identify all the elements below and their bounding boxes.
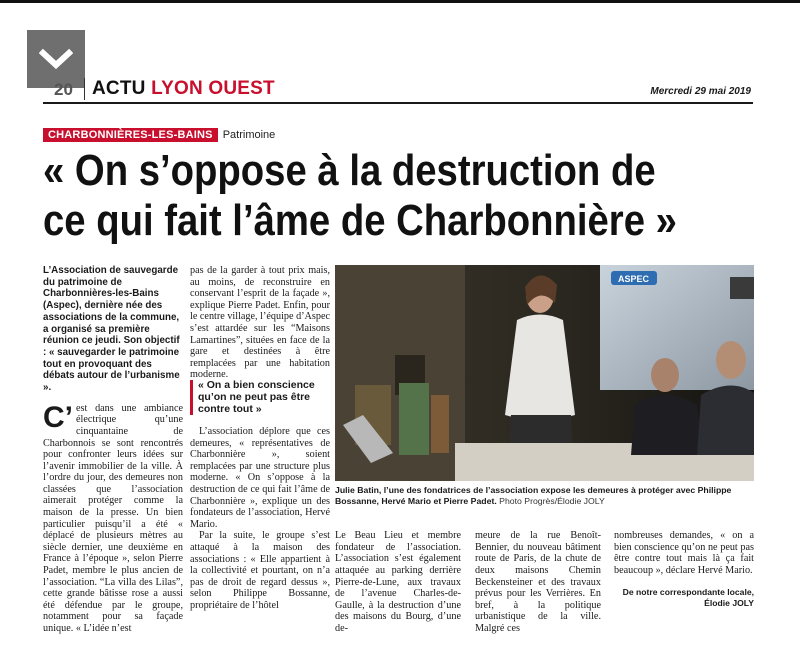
photo-credit: Photo Progrès/Élodie JOLY [499, 496, 605, 506]
header-rule [43, 102, 753, 104]
body-paragraph-3: L’association déplore que ces demeures, « représentatives de Charbonnière », soient remplacées par une structure plus moderne. « On s’oppose à la destruction de ce qui fait l’âme de Charbonnière », explique un des fondateurs de l’association, Hervé Mario. [190, 426, 330, 530]
intertitle: « On a bien conscience qu’on ne peut pas être contre tout » [190, 380, 336, 415]
rubric-region: LYON OUEST [151, 78, 275, 99]
body-paragraph-6: meure de la rue Benoît-Bennier, du nouveau bâtiment route de Paris, de la chute de deux maisons Chemin Beckensteiner et des travaux prévus pour les Verrières. En bref, à la politique urbanistique de la ville. Malgré ces [475, 530, 601, 634]
category-label: Patrimoine [222, 129, 276, 141]
article-column-1 [43, 265, 183, 635]
body-paragraph-2: pas de la garder à tout prix mais, au moins, de reconstruire en conservant l’esprit de la façade », explique Pierre Padet. Enfin, pour le centre village, l’équipe d’Aspec s’est attardée sur les “Maisons Lamartines”, situées en face de la gare et destinées à être remplacées par une habitation moderne. [190, 265, 331, 381]
chapo: L’Association de sauvegarde du patrimoine de Charbonnières-les-Bains (Aspec), dernière née des associations de la commune, a organisé sa première réunion ce jeudi. Son objectif : « sauvegarder le patrimoine tout en provoquant des débats autour de l’urbanisme ». [43, 265, 180, 394]
article-column-4 [475, 520, 601, 645]
chevron-down-icon [39, 48, 73, 70]
caption-text: Julie Batin, l’une des fondatrices de l’association expose les demeures à protéger avec Philippe Bossanne, Hervé Mario et Pierre Padet. [335, 485, 732, 506]
header-separator [84, 78, 85, 100]
drop-cap: C’ [43, 400, 73, 434]
body-paragraph-5: Le Beau Lieu et membre fondateur de l’association. L’association s’est également attaquée au parking derrière Pierre-de-Lune, aux travaux de l’avenue Charles-de-Gaulle, à la destruction d’une des maisons du Bourg, d’une de- [335, 530, 461, 634]
article-column-3 [335, 520, 461, 645]
photo-caption [335, 485, 757, 507]
screen-label: ASPEC [618, 274, 650, 284]
location-tag: CHARBONNIÈRES-LES-BAINS [43, 128, 218, 142]
top-border [0, 0, 800, 3]
kicker [43, 128, 275, 142]
article-column-2 [190, 265, 330, 381]
headline-line-1: « On s’oppose à la destruction de [43, 146, 656, 195]
signature-line-1: De notre correspondante locale, [622, 586, 754, 597]
headline [43, 146, 677, 246]
article-column-2-lower [190, 426, 330, 612]
signature-line-2: Élodie JOLY [704, 597, 754, 608]
body-paragraph-1 [43, 400, 183, 635]
page-number: 20 [54, 80, 73, 99]
article-column-5 [614, 520, 754, 609]
publication-date: Mercredi 29 mai 2019 [650, 86, 751, 97]
headline-line-2: ce qui fait l’âme de Charbonnière » [43, 196, 677, 245]
signature [614, 587, 754, 609]
rubric-prefix: ACTU [92, 78, 146, 99]
body-paragraph-1-text: est dans une ambiance électrique qu’une cinquantaine de Charbonnois se sont rencontrés pour confronter leurs idées sur l’avenir immobilier de la ville. À l’ordre du jour, des demeures non classées que l’association aimerait protéger comme la maison de la presse. Un bien particulier puisqu’il a été « déplacé de plusieurs mètres au siècle dernier, une deuxième en France à l’époque », selon Pierre Padet, membre le plus ancien de l’association. “La villa des Lilas”, cette grande bâtisse rose a aussi été défendue par le groupe, notamment pour sa façade unique. « L’idée n’est [43, 402, 183, 635]
article-photo [335, 265, 754, 481]
meeting-photo-illustration [335, 265, 754, 481]
body-paragraph-4: Par la suite, le groupe s’est attaqué à la maison des associations : « Elle appartient à la collectivité et pourtant, on n’a pas de droit de regard dessus », selon Philippe Bossanne, propriétaire de l’hôtel [190, 530, 330, 611]
body-paragraph-7: nombreuses demandes, « on a bien conscience qu’on ne peut pas être contre tout mais là ça fait beaucoup », déclare Hervé Mario. [614, 530, 754, 576]
section-rubric [92, 78, 275, 100]
